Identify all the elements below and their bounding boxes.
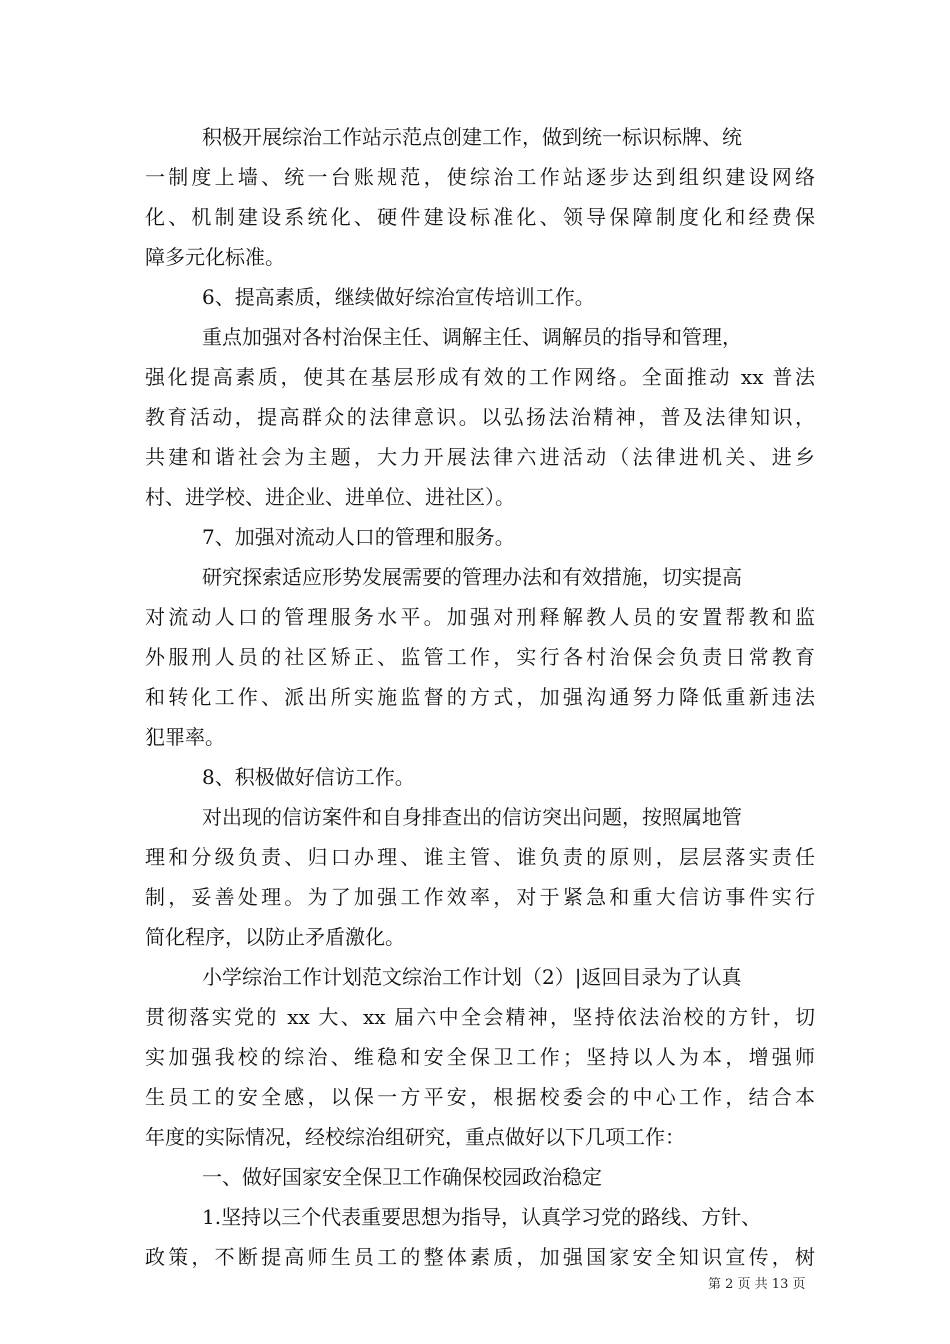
text-line: 化、机制建设系统化、硬件建设标准化、领导保障制度化和经费保 bbox=[145, 205, 815, 229]
text-line: 贯彻落实党的 xx 大、xx 届六中全会精神，坚持依法治校的方针，切 bbox=[145, 1005, 815, 1029]
text-line: 研究探索适应形势发展需要的管理办法和有效措施，切实提高 bbox=[202, 565, 742, 589]
text-line: 对流动人口的管理服务水平。加强对刑释解教人员的安置帮教和监 bbox=[145, 605, 815, 629]
text-line: 制，妥善处理。为了加强工作效率，对于紧急和重大信访事件实行 bbox=[145, 885, 815, 909]
text-line: 对出现的信访案件和自身排查出的信访突出问题，按照属地管 bbox=[202, 805, 742, 829]
text-line: 障多元化标准。 bbox=[145, 245, 285, 269]
page-number: 第 2 页 共 13 页 bbox=[708, 1277, 806, 1292]
text-line: 生员工的安全感，以保一方平安，根据校委会的中心工作，结合本 bbox=[145, 1085, 815, 1109]
text-line: 教育活动，提高群众的法律意识。以弘扬法治精神，普及法律知识， bbox=[145, 405, 815, 429]
text-line: 村、进学校、进企业、进单位、进社区）。 bbox=[145, 485, 515, 509]
text-line: 积极开展综治工作站示范点创建工作，做到统一标识标牌、统 bbox=[202, 125, 742, 149]
section-heading: 8、积极做好信访工作。 bbox=[202, 765, 415, 789]
text-line: 理和分级负责、归口办理、谁主管、谁负责的原则，层层落实责任 bbox=[145, 845, 815, 869]
text-line: 小学综治工作计划范文综治工作计划（2）|返回目录为了认真 bbox=[202, 965, 742, 989]
text-line: 共建和谐社会为主题，大力开展法律六进活动（法律进机关、进乡 bbox=[145, 445, 815, 469]
text-line: 犯罪率。 bbox=[145, 725, 225, 749]
section-heading: 7、加强对流动人口的管理和服务。 bbox=[202, 525, 515, 549]
text-line: 和转化工作、派出所实施监督的方式，加强沟通努力降低重新违法 bbox=[145, 685, 815, 709]
text-line: 一制度上墙、统一台账规范，使综治工作站逐步达到组织建设网络 bbox=[145, 165, 815, 189]
text-line: 政策，不断提高师生员工的整体素质，加强国家安全知识宣传，树 bbox=[145, 1245, 815, 1269]
section-heading: 一、做好国家安全保卫工作确保校园政治稳定 bbox=[202, 1165, 602, 1189]
text-line: 1.坚持以三个代表重要思想为指导，认真学习党的路线、方针、 bbox=[202, 1205, 762, 1229]
text-line: 简化程序，以防止矛盾激化。 bbox=[145, 925, 405, 949]
text-line: 外服刑人员的社区矫正、监管工作，实行各村治保会负责日常教育 bbox=[145, 645, 815, 669]
section-heading: 6、提高素质，继续做好综治宣传培训工作。 bbox=[202, 285, 595, 309]
text-line: 强化提高素质，使其在基层形成有效的工作网络。全面推动 xx 普法 bbox=[145, 365, 815, 389]
text-line: 年度的实际情况，经校综治组研究，重点做好以下几项工作： bbox=[145, 1125, 685, 1149]
text-line: 重点加强对各村治保主任、调解主任、调解员的指导和管理， bbox=[202, 325, 742, 349]
text-line: 实加强我校的综治、维稳和安全保卫工作；坚持以人为本，增强师 bbox=[145, 1045, 815, 1069]
document-body bbox=[145, 117, 815, 1277]
